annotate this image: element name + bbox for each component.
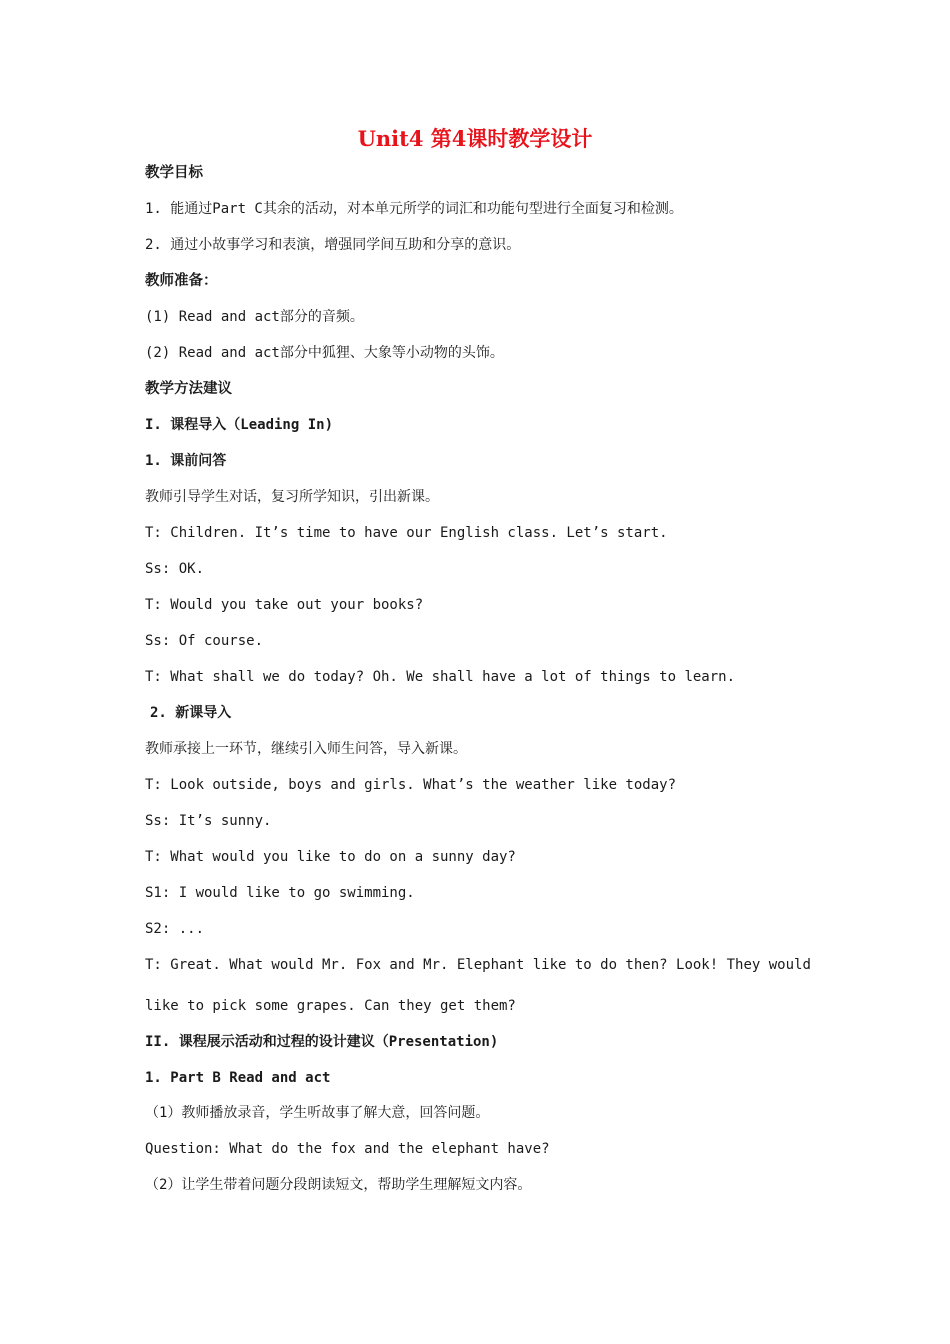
step-item-1: （1）教师播放录音，学生听故事了解大意，回答问题。 [145,1105,490,1121]
dialogue-line: T: What shall we do today? Oh. We shall have a lot of things to learn. [145,669,736,685]
heading-teacher-prep: 教师准备： [145,272,218,289]
dialogue-line: S2: ... [145,921,205,937]
dialogue-line-continued: like to pick some grapes. Can they get them? [145,998,516,1014]
dialogue-line: Ss: OK. [145,561,205,577]
heading-method: 教学方法建议 [145,380,232,397]
paragraph-line: 教师承接上一环节，继续引入师生问答，导入新课。 [145,741,467,757]
dialogue-line: T: Great. What would Mr. Fox and Mr. Elephant like to do then? Look! They would [145,957,811,973]
goal-item-2: 2. 通过小故事学习和表演，增强同学间互助和分享的意识。 [145,237,521,253]
dialogue-line: S1: I would like to go swimming. [145,885,415,901]
heading-teaching-goals: 教学目标 [145,164,203,181]
dialogue-line: T: Would you take out your books? [145,597,424,613]
document-title: Unit4 第4课时教学设计 [357,126,593,151]
subheading-pre-class-qa: 1. 课前问答 [145,453,227,469]
dialogue-line: Ss: It’s sunny. [145,813,272,829]
step-item-2: （2）让学生带着问题分段朗读短文，帮助学生理解短文内容。 [145,1177,532,1193]
dialogue-line: T: Look outside, boys and girls. What’s the weather like today? [145,777,677,793]
dialogue-line: T: What would you like to do on a sunny day? [145,849,516,865]
goal-item-1: 1. 能通过Part C其余的活动，对本单元所学的词汇和功能句型进行全面复习和检测。 [145,201,683,217]
subheading-new-lesson: 2. 新课导入 [150,705,232,721]
paragraph-line: 教师引导学生对话，复习所学知识，引出新课。 [145,489,439,505]
question-line: Question: What do the fox and the elephant have? [145,1141,550,1157]
subheading-read-and-act: 1. Part B Read and act [145,1070,331,1086]
dialogue-line: T: Children. It’s time to have our English class. Let’s start. [145,525,668,541]
section-leading-in: I. 课程导入（Leading In) [145,417,334,433]
section-presentation: II. 课程展示活动和过程的设计建议（Presentation) [145,1034,499,1050]
prep-item-2: (2) Read and act部分中狐狸、大象等小动物的头饰。 [145,345,504,361]
prep-item-1: (1) Read and act部分的音频。 [145,309,364,325]
dialogue-line: Ss: Of course. [145,633,264,649]
